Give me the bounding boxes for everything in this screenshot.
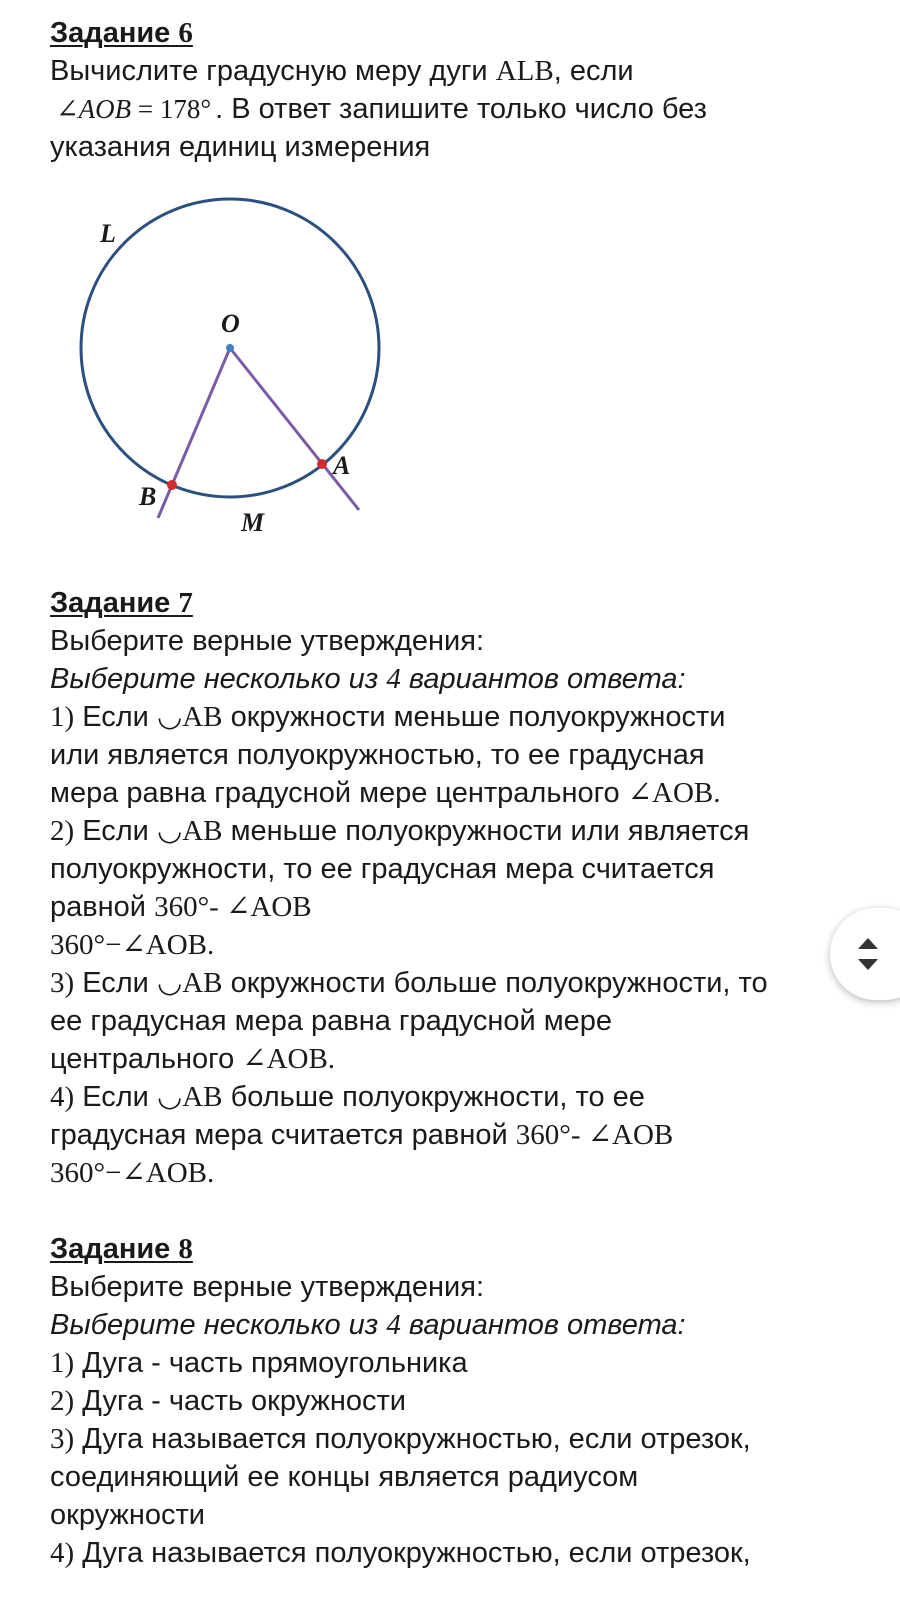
option-math: ◡AB bbox=[156, 815, 223, 847]
task-7-heading bbox=[50, 584, 850, 622]
option-text: Если bbox=[74, 967, 157, 999]
task-6-question-line-1 bbox=[50, 52, 850, 90]
task-7 bbox=[50, 584, 850, 1192]
task-6-question-line-3: указания единиц измерения bbox=[50, 131, 431, 163]
option-math: ◡AB bbox=[156, 701, 223, 733]
ray-oa bbox=[230, 348, 359, 510]
task-8-prompt: Выберите верные утверждения: bbox=[50, 1271, 484, 1303]
task-8-heading bbox=[50, 1230, 850, 1268]
option-math: ◡AB bbox=[156, 967, 223, 999]
option-text: окружности меньше полуокружности bbox=[222, 701, 726, 733]
answer-option-line bbox=[50, 1116, 850, 1154]
option-text: или является полуокружностью, то ее градусная bbox=[50, 739, 705, 771]
option-number: 3) bbox=[50, 967, 75, 999]
point-a bbox=[317, 459, 327, 469]
option-number: 1) bbox=[50, 1347, 75, 1379]
arc-name: ALB bbox=[495, 55, 554, 87]
label-M: M bbox=[241, 508, 265, 537]
answer-option-line bbox=[50, 964, 850, 1002]
option-math: ◡AB bbox=[156, 1081, 223, 1113]
option-math: 360°- ∠AOB bbox=[154, 891, 312, 923]
option-math: ∠AOB. bbox=[627, 777, 721, 809]
option-number: 4) bbox=[50, 1081, 75, 1113]
option-text: окружности больше полуокружности, то bbox=[222, 967, 768, 999]
answer-option-line bbox=[50, 1496, 850, 1534]
option-text: Дуга - часть прямоугольника bbox=[74, 1347, 468, 1379]
option-text: Если bbox=[74, 815, 157, 847]
option-text: соединяющий ее концы является радиусом bbox=[50, 1461, 639, 1493]
option-math: ∠AOB. bbox=[242, 1043, 336, 1075]
heading-word: Задание bbox=[50, 587, 171, 619]
option-math: 360°−∠AOB. bbox=[50, 929, 215, 961]
option-text: Если bbox=[74, 1081, 157, 1113]
formula-equals: = bbox=[131, 94, 160, 124]
hint-text-end: вариантов ответа: bbox=[400, 663, 686, 695]
answer-option-line bbox=[50, 1534, 850, 1572]
answer-option-line bbox=[50, 698, 850, 736]
task-8-hint bbox=[50, 1306, 850, 1344]
circle-figure bbox=[0, 174, 850, 574]
task-7-options bbox=[50, 698, 850, 1192]
answer-option-line bbox=[50, 812, 850, 850]
answer-option-line bbox=[50, 774, 850, 812]
heading-number: 8 bbox=[178, 1233, 193, 1265]
up-down-arrows-icon bbox=[856, 934, 880, 974]
hint-text: Выберите несколько из bbox=[50, 1309, 387, 1341]
answer-option-line bbox=[50, 1458, 850, 1496]
label-L: L bbox=[100, 219, 116, 248]
option-text: ее градусная мера равна градусной мере bbox=[50, 1005, 613, 1037]
answer-option-line bbox=[50, 926, 850, 964]
option-number: 3) bbox=[50, 1423, 75, 1455]
hint-text: Выберите несколько из bbox=[50, 663, 387, 695]
option-text: мера равна градусной мере центрального bbox=[50, 777, 628, 809]
option-text: равной bbox=[50, 891, 155, 923]
answer-option-line bbox=[50, 888, 850, 926]
option-number: 1) bbox=[50, 701, 75, 733]
answer-option-line bbox=[50, 1154, 850, 1192]
label-A: A bbox=[333, 451, 351, 480]
option-number: 4) bbox=[50, 1537, 75, 1569]
answer-option-line bbox=[50, 1002, 850, 1040]
answer-option-line bbox=[50, 1382, 850, 1420]
answer-option-line bbox=[50, 850, 850, 888]
answer-option-line bbox=[50, 1078, 850, 1116]
option-text: Дуга называется полуокружностью, если отрезок, bbox=[74, 1537, 751, 1569]
option-text: центрального bbox=[50, 1043, 243, 1075]
option-math: 360°- ∠AOB bbox=[515, 1119, 674, 1151]
task-8 bbox=[50, 1230, 850, 1572]
question-text-end: , если bbox=[553, 55, 634, 87]
question-text: Вычислите градусную меру дуги bbox=[50, 55, 496, 87]
option-number: 2) bbox=[50, 1385, 75, 1417]
heading-number: 7 bbox=[178, 587, 193, 619]
heading-number: 6 bbox=[178, 17, 193, 49]
option-text: Дуга - часть окружности bbox=[74, 1385, 407, 1417]
angle-formula bbox=[56, 94, 211, 124]
label-O: O bbox=[221, 309, 240, 338]
hint-text-end: вариантов ответа: bbox=[400, 1309, 686, 1341]
heading-word: Задание bbox=[50, 1233, 171, 1265]
center-point-o bbox=[226, 344, 234, 352]
formula-angle: ∠AOB bbox=[56, 94, 132, 124]
option-text: Если bbox=[74, 701, 157, 733]
task-8-options bbox=[50, 1344, 850, 1572]
option-math: 360°−∠AOB. bbox=[50, 1157, 215, 1189]
task-7-prompt: Выберите верные утверждения: bbox=[50, 625, 484, 657]
task-6-heading bbox=[50, 14, 850, 52]
option-text: Дуга называется полуокружностью, если отрезок, bbox=[74, 1423, 751, 1455]
answer-option-line bbox=[50, 736, 850, 774]
task-6-question-line-2 bbox=[50, 90, 850, 128]
point-b bbox=[167, 480, 177, 490]
option-text: градусная мера считается равной bbox=[50, 1119, 516, 1151]
hint-number: 4 bbox=[386, 1309, 401, 1341]
question-text: . В ответ запишите только число без bbox=[215, 93, 707, 125]
option-text: окружности bbox=[50, 1499, 205, 1531]
page-content bbox=[50, 14, 850, 1572]
option-number: 2) bbox=[50, 815, 75, 847]
option-text: полуокружности, то ее градусная мера считается bbox=[50, 853, 715, 885]
answer-option-line bbox=[50, 1040, 850, 1078]
answer-option-line bbox=[50, 1420, 850, 1458]
circle-diagram bbox=[0, 174, 420, 574]
task-6 bbox=[50, 14, 850, 574]
option-text: меньше полуокружности или является bbox=[222, 815, 750, 847]
formula-value: 178° bbox=[159, 94, 212, 124]
heading-word: Задание bbox=[50, 17, 171, 49]
label-B: B bbox=[139, 482, 157, 511]
answer-option-line bbox=[50, 1344, 850, 1382]
option-text: больше полуокружности, то ее bbox=[222, 1081, 645, 1113]
hint-number: 4 bbox=[386, 663, 401, 695]
task-7-hint bbox=[50, 660, 850, 698]
